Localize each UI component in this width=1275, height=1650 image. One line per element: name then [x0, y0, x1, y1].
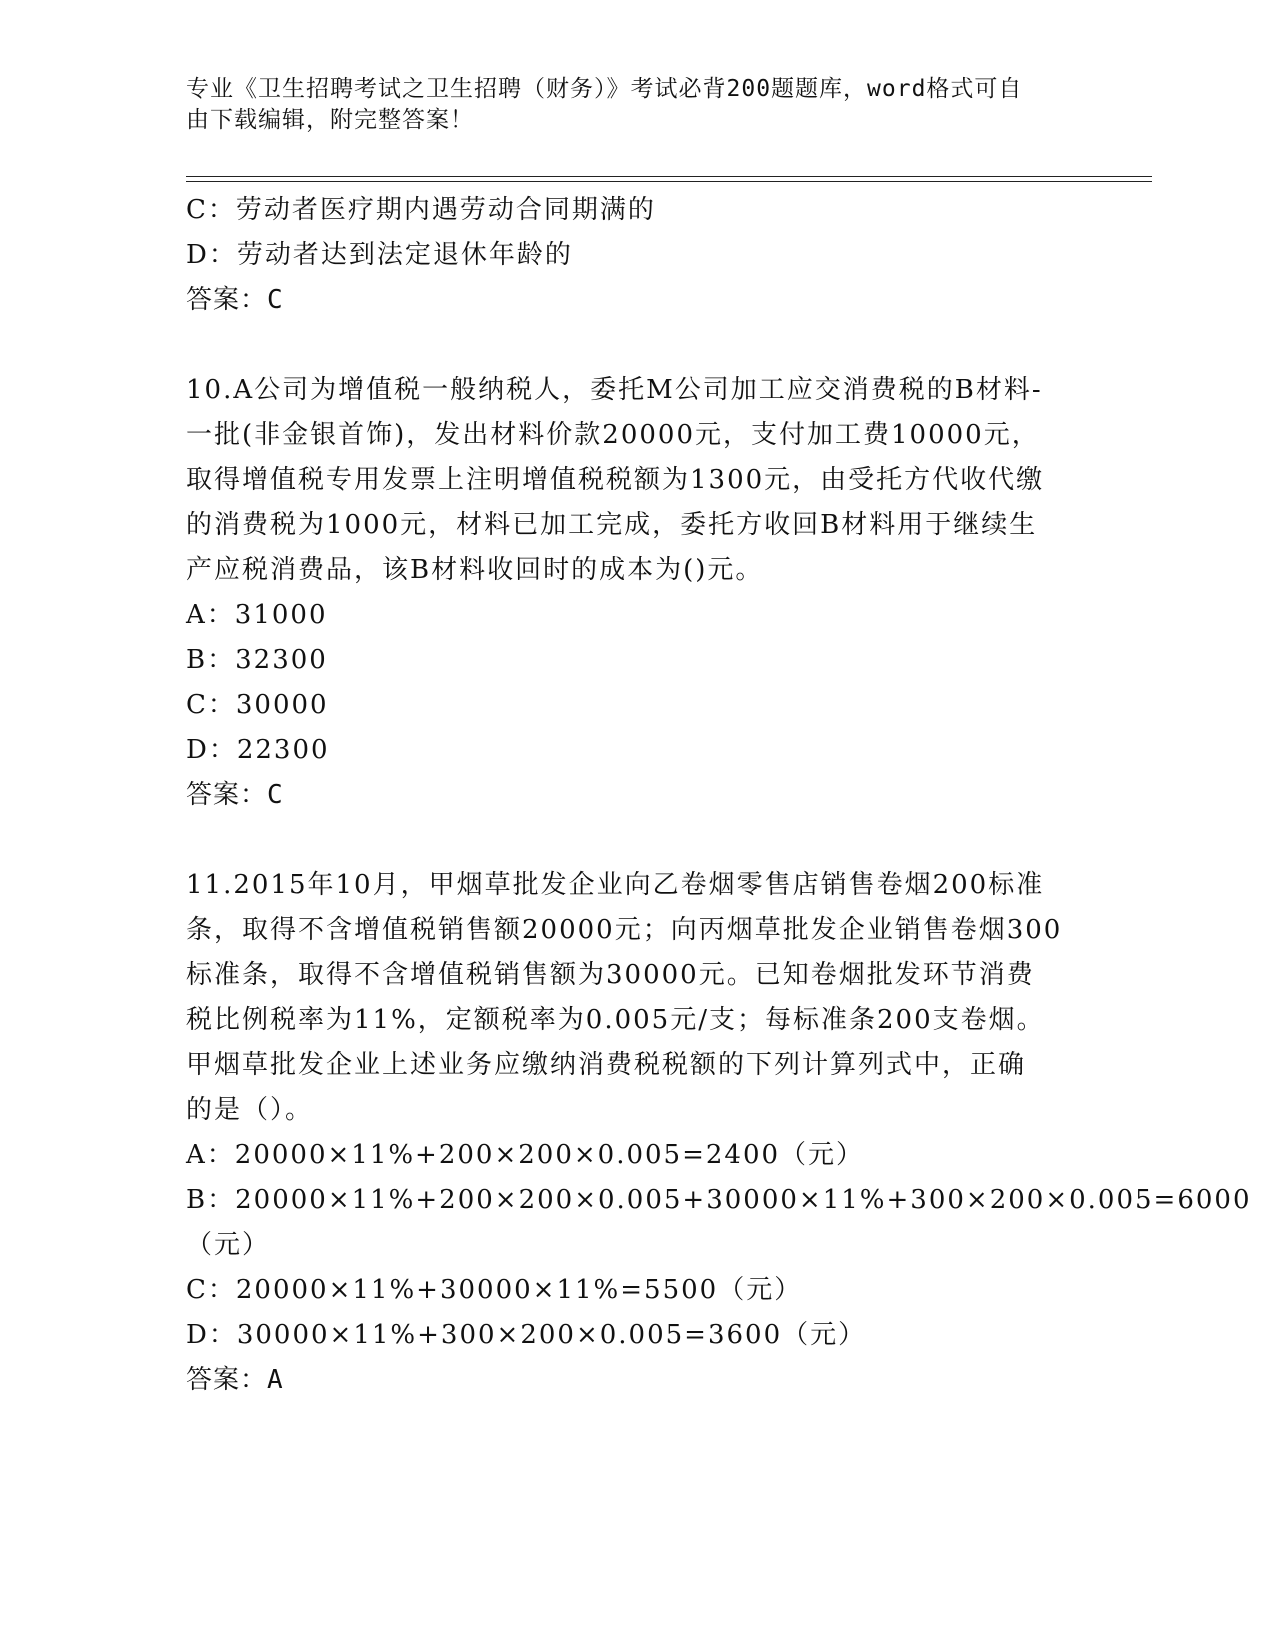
- option-c: C：20000×11%+30000×11%=5500（元）: [186, 1275, 803, 1305]
- question-stem-line: 取得增值税专用发票上注明增值税税额为1300元，由受托方代收代缴: [186, 465, 1045, 495]
- header-line: 专业《卫生招聘考试之卫生招聘（财务）》考试必背200题题库，word格式可自: [186, 76, 1023, 102]
- question-stem-line: 产应税消费品，该B材料收回时的成本为()元。: [186, 555, 764, 585]
- question-stem-line: 甲烟草批发企业上述业务应缴纳消费税税额的下列计算列式中，正确: [186, 1050, 1027, 1080]
- option-a: A：31000: [186, 600, 328, 630]
- question-content: [186, 188, 1252, 1403]
- question-11: [186, 863, 1252, 1403]
- question-stem-line: 的消费税为1000元，材料已加工完成，委托方收回B材料用于继续生: [186, 510, 1038, 540]
- answer-line: 答案：C: [186, 285, 284, 315]
- header-line: 由下载编辑，附完整答案！: [186, 107, 474, 133]
- question-stem-line: 一批(非金银首饰)，发出材料价款20000元，支付加工费10000元，: [186, 420, 1040, 450]
- option-b-continued: （元）: [186, 1230, 271, 1260]
- question-stem-line: 条，取得不含增值税销售额20000元；向丙烟草批发企业销售卷烟300: [186, 915, 1063, 945]
- option-b: B：32300: [186, 645, 328, 675]
- answer-line: 答案：A: [186, 1365, 284, 1395]
- question-stem-line: 的是（）。: [186, 1095, 314, 1125]
- question-stem-line: 税比例税率为11%，定额税率为0.005元/支；每标准条200支卷烟。: [186, 1005, 1045, 1035]
- option-d: D：30000×11%+300×200×0.005=3600（元）: [186, 1320, 867, 1350]
- option-b: B：20000×11%+200×200×0.005+30000×11%+300×200×0.005=6000: [186, 1185, 1252, 1215]
- answer-line: 答案：C: [186, 780, 284, 810]
- option-c: C：劳动者医疗期内遇劳动合同期满的: [186, 195, 656, 225]
- option-a: A：20000×11%+200×200×0.005=2400（元）: [186, 1140, 865, 1170]
- previous-question-continuation: [186, 188, 1116, 323]
- question-stem-line: 10.A公司为增值税一般纳税人，委托M公司加工应交消费税的B材料-: [186, 375, 1043, 405]
- option-c: C：30000: [186, 690, 329, 720]
- question-stem-line: 标准条，取得不含增值税销售额为30000元。已知卷烟批发环节消费: [186, 960, 1035, 990]
- option-d: D：劳动者达到法定退休年龄的: [186, 240, 573, 270]
- header-divider: [186, 181, 1152, 182]
- question-10: [186, 368, 1116, 818]
- option-d: D：22300: [186, 735, 330, 765]
- question-stem-line: 11.2015年10月，甲烟草批发企业向乙卷烟零售店销售卷烟200标准: [186, 870, 1045, 900]
- document-header: [186, 74, 1066, 136]
- header-divider: [186, 176, 1152, 177]
